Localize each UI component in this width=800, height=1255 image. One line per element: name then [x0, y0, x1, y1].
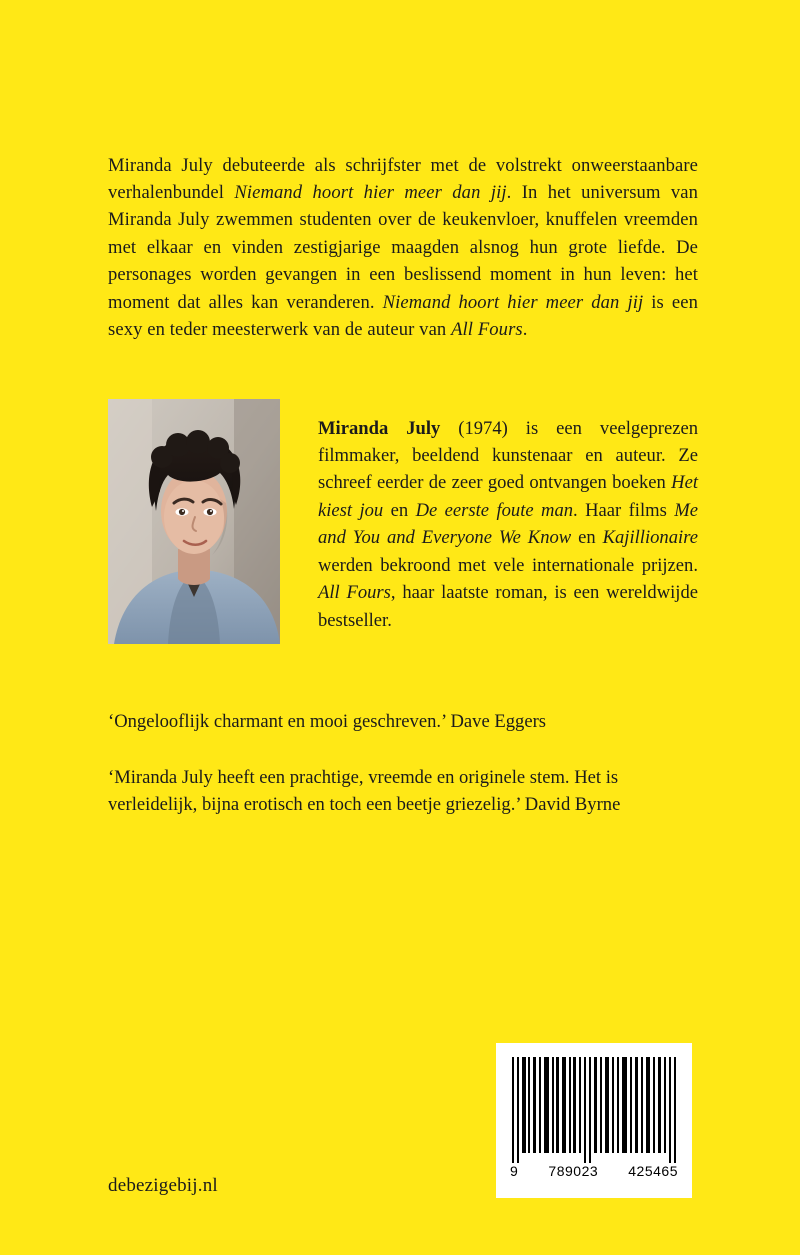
isbn-barcode	[496, 1043, 692, 1198]
bio-seg-11: , haar laatste roman, is een wereldwijde bestseller.	[318, 582, 699, 631]
blurb-seg-3-title: Niemand hoort hier meer dan jij	[382, 291, 644, 313]
blurb-seg-4: is een sexy en teder meesterwerk van de auteur van	[108, 291, 698, 341]
bio-film-title-1: Me and You and Everyone We Know	[318, 499, 698, 549]
publisher-website: debezigebij.nl	[108, 1175, 218, 1196]
author-portrait-photo	[108, 399, 280, 644]
bio-book-title-1: Het kiest jou	[318, 472, 698, 521]
author-bio	[318, 415, 698, 634]
blurb-seg-5-title: All Fours	[451, 319, 523, 341]
bio-seg-5: . Haar films	[573, 499, 675, 521]
bio-book-title-3: All Fours	[318, 582, 391, 604]
review-quote-2: ‘Miranda July heeft een prachtige, vreemde en originele stem. Het is verleidelijk, bijna erotisch en toch een beetje griezelig.’ David Byrne	[108, 766, 621, 816]
blurb-seg-1-title: Niemand hoort hier meer dan jij	[234, 182, 507, 204]
barcode-digits	[508, 1163, 680, 1178]
barcode-digits-mid: 789023	[548, 1163, 599, 1179]
blurb-seg-2: . In het universum van Miranda July zwemmen studenten over de keukenvloer, knuffelen vreemden met elkaar en vinden zestigjarige maagden alsnog hun grote liefde. De personages worden gevangen in een beslissend moment in hun leven: het moment dat alles kan veranderen.	[108, 182, 698, 313]
bio-book-title-2: De eerste foute man	[415, 499, 574, 521]
author-name: Miranda July	[318, 417, 441, 439]
barcode-digits-right: 425465	[628, 1163, 678, 1179]
barcode-bars-graphic	[508, 1057, 680, 1163]
blurb-seg-0: Miranda July debuteerde als schrijfster met de volstrekt onweerstaanbare verhalenbundel	[108, 154, 698, 204]
blurb-seg-6: .	[522, 319, 528, 341]
bio-seg-9: werden bekroond met vele internationale prijzen.	[318, 554, 698, 576]
bio-seg-7: en	[571, 527, 603, 549]
bio-seg-3: en	[383, 499, 416, 521]
barcode-digit-left: 9	[510, 1163, 519, 1179]
bio-seg-1: (1974) is een veelgeprezen filmmaker, beeldend kunstenaar en auteur. Ze schreef eerder de zeer goed ontvangen boeken	[318, 417, 698, 494]
review-quote-1: ‘Ongelooflijk charmant en mooi geschreven.’ Dave Eggers	[108, 710, 546, 732]
book-blurb	[108, 152, 698, 344]
bio-film-title-2: Kajillionaire	[602, 527, 698, 549]
